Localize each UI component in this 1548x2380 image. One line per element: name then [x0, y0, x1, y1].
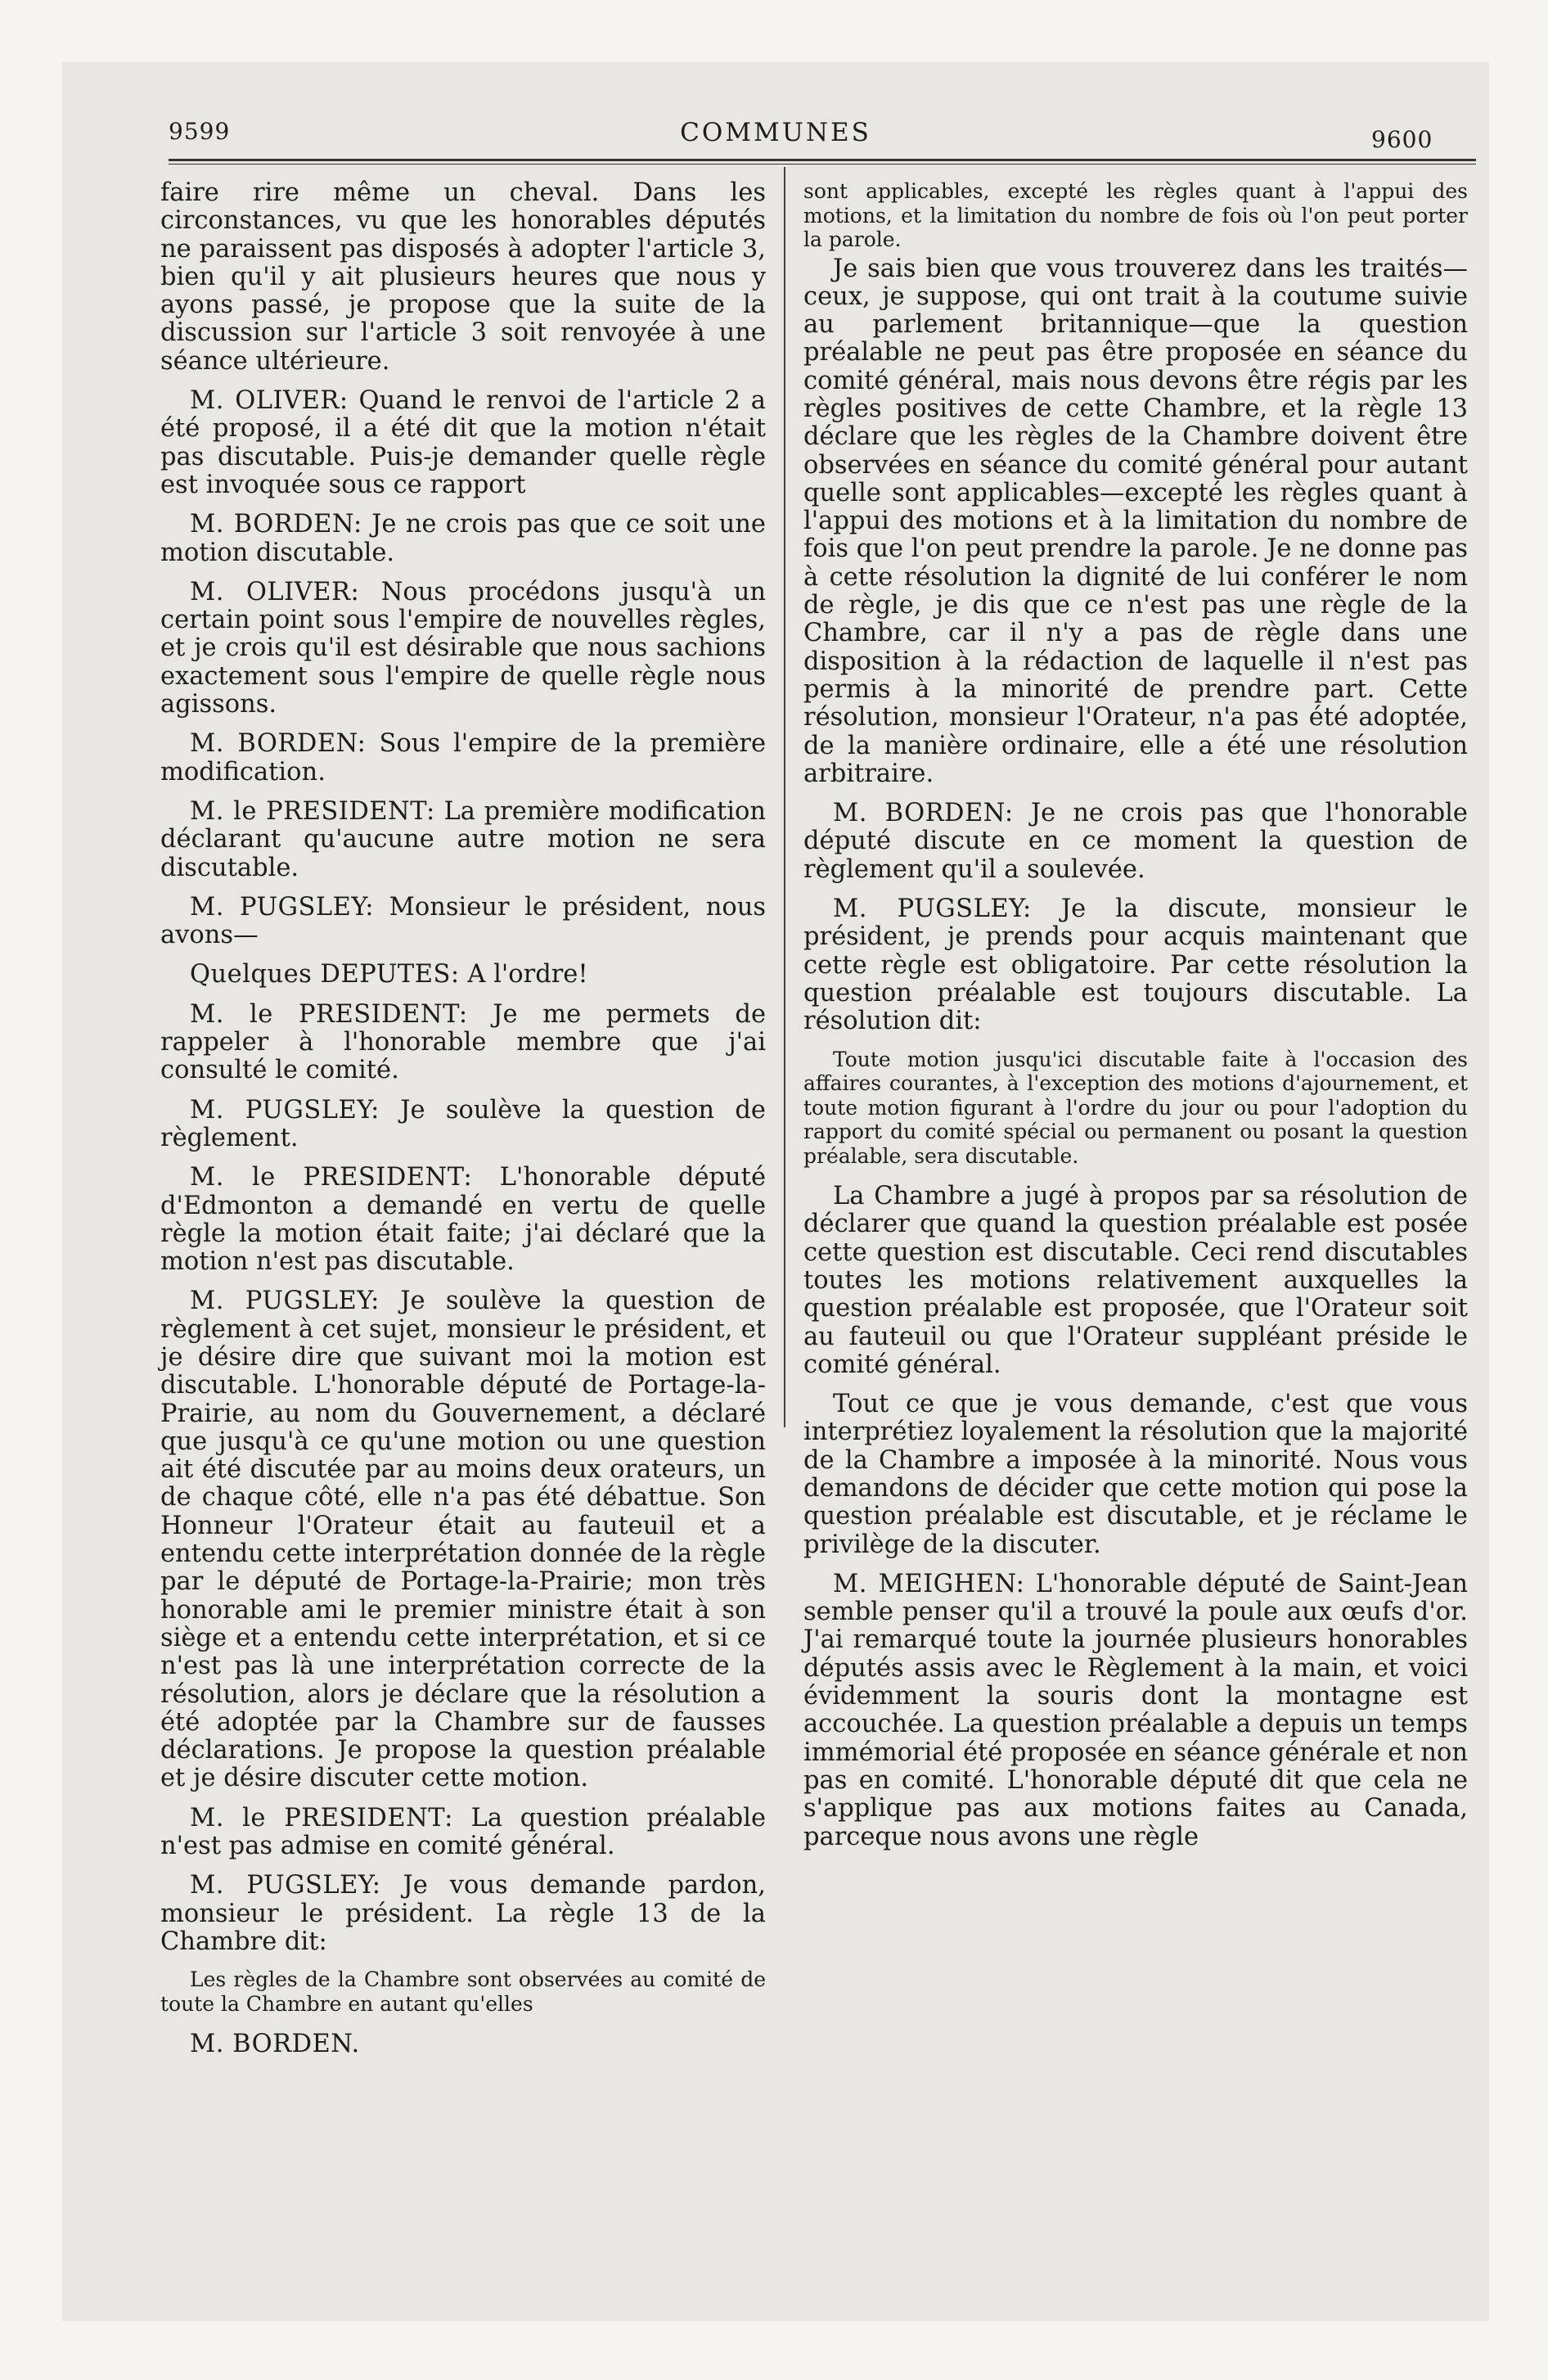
header-rule — [169, 159, 1476, 161]
paragraph — [803, 800, 1468, 884]
speaker-name: M. BORDEN: — [833, 799, 1014, 828]
paragraph-text: Je soulève la question de règlement. — [160, 1095, 766, 1152]
paragraph — [160, 579, 766, 719]
paragraph-text: faire rire même un cheval. Dans les circonstances, vu que les honorables députés ne paraissent pas disposés à adopter l'article 3, bien qu'il y ait plusieurs heures que nous y ayons passé, je propose que la suite de la discussion sur l'article 3 soit renvoyée à une séance ultérieure. — [160, 178, 766, 376]
speaker-name: M. OLIVER: — [190, 577, 360, 606]
speaker-name: M. PUGSLEY: — [190, 1095, 380, 1125]
speaker-name: M. MEIGHEN: — [833, 1569, 1025, 1598]
speaker-name: M. PUGSLEY: — [190, 1871, 381, 1900]
paragraph-text: A l'ordre! — [459, 960, 588, 989]
quoted-resolution: Toute motion jusqu'ici discutable faite à l'occasion des affaires courantes, à l'exception des motions d'ajournement, et toute motion figurant à l'ordre du jour ou pour l'adoption du rapport du comité spécial ou permanent ou posant la question préalable, sera discutable. — [803, 1047, 1468, 1168]
speaker-name: M. le PRESIDENT: — [190, 999, 468, 1029]
speaker-name: M. BORDEN: — [190, 729, 367, 759]
paragraph-text: L'honorable député d'Edmonton a demandé en vertu de quelle règle la motion était faite; j'ai déclaré que la motion n'est pas discutable. — [160, 1163, 766, 1277]
paragraph — [160, 1001, 766, 1085]
paragraph — [160, 961, 766, 989]
paragraph — [803, 255, 1468, 789]
paragraph-text: Je ne crois pas que l'honorable député discute en ce moment la question de règlement qu'il a soulevée. — [803, 799, 1468, 884]
paragraph-text: Je me permets de rappeler à l'honorable membre que j'ai consulté le comité. — [160, 999, 767, 1085]
right-column — [803, 179, 1468, 1863]
paragraph — [160, 2031, 766, 2058]
paragraph-text: Nous procédons jusqu'à un certain point sous l'empire de nouvelles règles, et je crois qu'il est désirable que nous sachions exactement sous l'empire de quelle règle nous agissons. — [160, 577, 766, 719]
paragraph-text: Tout ce que je vous demande, c'est que vous interprétiez loyalement la résolution que la majorité de la Chambre a imposée à la minorité. Nous vous demandons de décider que cette motion qui pose la question préalable est discutable, et je réclame le privilège de la discuter. — [803, 1390, 1468, 1559]
paragraph — [160, 1287, 766, 1792]
paragraph-text: La question préalable n'est pas admise en comité général. — [160, 1803, 766, 1861]
paragraph — [160, 1805, 766, 1861]
page — [62, 62, 1489, 2321]
speaker-name: M. le PRESIDENT: — [190, 1803, 453, 1832]
speaker-name: M. OLIVER: — [190, 386, 349, 416]
paragraph — [160, 179, 766, 376]
paragraph — [160, 387, 766, 499]
paragraph — [803, 1391, 1468, 1559]
speaker-name: Quelques DEPUTES: — [190, 960, 460, 989]
speaker-name: M. le PRESIDENT: — [190, 796, 435, 826]
quoted-rule-continued: sont applicables, excepté les règles quant à l'appui des motions, et la limitation du nombre de fois où l'on peut porter la parole. — [803, 179, 1468, 251]
paragraph-text: Je sais bien que vous trouverez dans les traités—ceux, je suppose, qui ont trait à la coutume suivie au parlement britannique—que la question préalable ne peut pas être proposée en séance du comité général, mais nous devons être régis par les règles positives de cette Chambre, et la règle 13 déclare que les règles de la Chambre doivent être observées en séance du comité général pour autant quelle sont applicables—excepté les règles quant à l'appui des motions et à la limitation du nombre de fois que l'on peut prendre la parole. Je ne donne pas à cette résolution la dignité de lui conférer le nom de règle, je dis que ce n'est pas une règle de la Chambre, car il n'y a pas de règle dans une disposition à la rédaction de laquelle il n'est pas permis à la minorité de prendre part. Cette résolution, monsieur l'Orateur, n'a pas été adoptée, de la manière ordinaire, elle a été une résolution arbitraire. — [803, 254, 1468, 788]
paragraph — [160, 511, 766, 567]
paragraph — [160, 894, 766, 950]
left-column — [160, 179, 766, 2071]
paragraph — [803, 1571, 1468, 1851]
paragraph-text: Quand le renvoi de l'article 2 a été proposé, il a été dit que la motion n'était pas discutable. Puis-je demander quelle règle est invoquée sous ce rapport — [160, 386, 766, 499]
speaker-name: M. BORDEN. — [190, 2030, 360, 2059]
paragraph-text: Je vous demande pardon, monsieur le président. La règle 13 de la Chambre dit: — [160, 1871, 766, 1956]
paragraph — [803, 1183, 1468, 1379]
paragraph — [160, 1164, 766, 1276]
paragraph-text: L'honorable député de Saint-Jean semble penser qu'il a trouvé la poule aux œufs d'or. J'ai remarqué toute la journée plusieurs honorables députés assis avec le Règlement à la main, et voici évidemment la souris dont la montagne est accouchée. La question préalable a depuis un temps immémorial été proposée en séance générale et non pas en comité. L'honorable député dit que cela ne s'applique pas aux motions faites au Canada, parceque nous avons une règle — [803, 1569, 1468, 1851]
paragraph — [160, 1097, 766, 1153]
speaker-name: M. PUGSLEY: — [833, 895, 1032, 924]
running-head: COMMUNES — [680, 118, 871, 147]
paragraph-text: La première modification déclarant qu'aucune autre motion ne sera discutable. — [160, 796, 766, 882]
paragraph-text: Monsieur le président, nous avons— — [160, 892, 766, 950]
speaker-name: M. le PRESIDENT: — [190, 1163, 473, 1192]
column-divider — [784, 167, 785, 1427]
paragraph — [803, 895, 1468, 1035]
page-number-right: 9600 — [1371, 126, 1433, 153]
speaker-name: M. PUGSLEY: — [190, 892, 375, 922]
speaker-name: M. PUGSLEY: — [190, 1287, 380, 1316]
paragraph — [160, 1872, 766, 1956]
header-rule-thin — [169, 164, 1476, 165]
paragraph-text: Sous l'empire de la première modification. — [160, 729, 766, 787]
paragraph-text: Je ne crois pas que ce soit une motion discutable. — [160, 510, 766, 567]
paragraph-text: La Chambre a jugé à propos par sa résolution de déclarer que quand la question préalable est posée cette question est discutable. Ceci rend discutables toutes les motions relativement auxquelles la question préalable est proposée, que l'Orateur soit au fauteuil ou que l'Orateur suppléant préside le comité général. — [803, 1182, 1468, 1379]
paragraph-text: Je la discute, monsieur le président, je prends pour acquis maintenant que cette règle est obligatoire. Par cette résolution la question préalable est toujours discutable. La résolution dit: — [803, 895, 1468, 1036]
paragraph-text: Je soulève la question de règlement à cet sujet, monsieur le président, et je désire dire que suivant moi la motion est discutable. L'honorable député de Portage-la-Prairie, au nom du Gouvernement, a déclaré que jusqu'à ce qu'une motion ou une question ait été discutée par au moins deux orateurs, un de chaque côté, elle n'a pas été débattue. Son Honneur l'Orateur était au fauteuil et a entendu cette interprétation donnée de la règle par le député de Portage-la-Prairie; mon très honorable ami le premier ministre était à son siège et a entendu cette interprétation, et si ce n'est pas là une interprétation correcte de la résolution, alors je déclare que la résolution a été adoptée par la Chambre sur de fausses déclarations. Je propose la question préalable et je désire discuter cette motion. — [160, 1287, 766, 1793]
speaker-name: M. BORDEN: — [190, 510, 362, 539]
paragraph — [160, 798, 766, 882]
quoted-rule: Les règles de la Chambre sont observées au comité de toute la Chambre en autant qu'elles — [160, 1968, 766, 2016]
page-number-left: 9599 — [169, 118, 231, 145]
paragraph — [160, 730, 766, 787]
